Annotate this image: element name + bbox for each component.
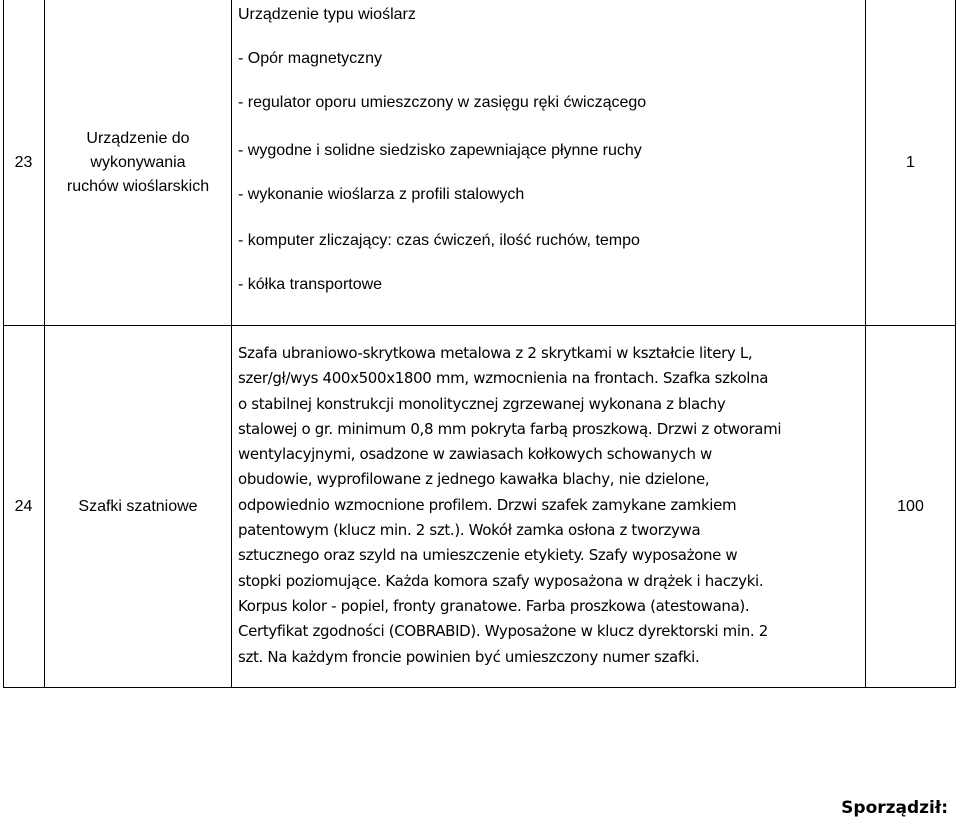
item-name-line: ruchów wioślarskich: [66, 177, 210, 195]
spec-line: szer/gł/wys 400x500x1800 mm, wzmocnienia na frontach. Szafka szkolna: [238, 369, 769, 388]
item-specification: [238, 341, 860, 670]
spec-line: - regulator oporu umieszczony w zasięgu ręki ćwiczącego: [238, 94, 647, 111]
spec-line: - kółka transportowe: [238, 276, 383, 293]
table-border-right: [955, 0, 956, 688]
spec-line: o stabilnej konstrukcji monolitycznej zgrzewanej wykonana z blachy: [238, 394, 726, 413]
spec-line: patentowym (klucz min. 2 szt.). Wokół zamka osłona z tworzywa: [238, 521, 701, 540]
spec-line: obudowie, wyprofilowane z jednego kawałka blachy, nie dzielone,: [238, 470, 710, 489]
spec-line: Urządzenie typu wioślarz: [238, 6, 416, 23]
spec-line: - wykonanie wioślarza z profili stalowych: [238, 186, 525, 203]
item-name-line: wykonywania: [90, 153, 186, 171]
spec-line: sztucznego oraz szyld na umieszczenie etykiety. Szafy wyposażone w: [238, 546, 738, 565]
spec-line: stalowej o gr. minimum 0,8 mm pokryta farbą proszkową. Drzwi z otworami: [238, 419, 782, 438]
item-name-line: Szafki szatniowe: [78, 497, 198, 515]
spec-line: szt. Na każdym froncie powinien być umieszczony numer szafki.: [238, 647, 700, 666]
prepared-by-label: Sporządził:: [841, 798, 948, 818]
spec-line: - wygodne i solidne siedzisko zapewniające płynne ruchy: [238, 142, 642, 159]
table-border-bottom: [3, 687, 956, 688]
item-quantity: [866, 0, 955, 325]
item-name: [45, 0, 231, 325]
spec-line: - Opór magnetyczny: [238, 50, 383, 67]
table-border-col2: [231, 0, 232, 688]
item-quantity: [866, 326, 955, 687]
item-name-line: Urządzenie do: [86, 129, 190, 147]
row-number: [3, 326, 44, 687]
spec-line: stopki poziomujące. Każda komora szafy wyposażona w drążek i haczyki.: [238, 571, 764, 590]
row-number-text: 23: [14, 153, 33, 171]
row-number-text: 24: [14, 497, 33, 515]
spec-line: wentylacyjnymi, osadzone w zawiasach kołkowych schowanych w: [238, 445, 712, 464]
spec-line: Szafa ubraniowo-skrytkowa metalowa z 2 skrytkami w kształcie litery L,: [238, 344, 753, 362]
spec-line: Certyfikat zgodności (COBRABID). Wyposażone w klucz dyrektorski min. 2: [238, 622, 768, 641]
spec-line: - komputer zliczający: czas ćwiczeń, ilość ruchów, tempo: [238, 232, 640, 249]
item-quantity-text: 100: [897, 497, 924, 515]
spec-line: odpowiednio wzmocnione profilem. Drzwi szafek zamykane zamkiem: [238, 495, 737, 514]
spec-line: Korpus kolor - popiel, fronty granatowe. Farba proszkowa (atestowana).: [238, 596, 750, 615]
row-number: [3, 0, 44, 325]
item-quantity-text: 1: [906, 153, 915, 171]
item-name: [45, 326, 231, 687]
